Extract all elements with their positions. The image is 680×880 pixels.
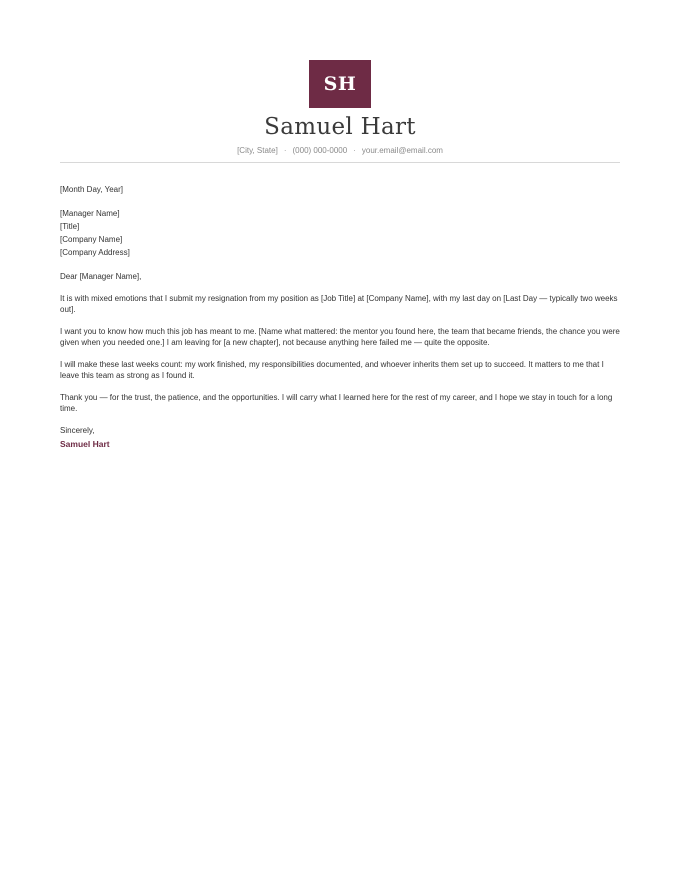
- header-divider: [60, 162, 620, 163]
- signature: Samuel Hart: [60, 439, 110, 449]
- recipient-company-name: [Company Name]: [60, 235, 123, 244]
- contact-separator: ·: [353, 146, 356, 155]
- contact-separator: ·: [283, 146, 287, 155]
- contact-phone: (000) 000-0000: [292, 146, 348, 155]
- recipient-company-address: [Company Address]: [60, 248, 130, 257]
- contact-location: [City, State]: [237, 146, 278, 155]
- closing: Sincerely,: [60, 426, 95, 435]
- letter-date: [Month Day, Year]: [60, 185, 123, 194]
- sender-name: Samuel Hart: [264, 114, 416, 140]
- paragraph-gratitude: I want you to know how much this job has meant to me. [Name what mattered: the mentor you found here, the team that became friends, the chance you were given when you needed one.] I am leaving for [a new chapter], not because anything here failed me — quite the opposite.: [60, 327, 620, 347]
- paragraph-thanks: Thank you — for the trust, the patience, and the opportunities. I will carry what I learned here for the rest of my career, and I hope we stay in touch for a long time.: [60, 393, 613, 413]
- salutation: Dear [Manager Name],: [60, 272, 142, 281]
- recipient-block: [60, 207, 620, 259]
- recipient-title: [Title]: [60, 222, 80, 231]
- recipient-manager-name: [Manager Name]: [60, 209, 120, 218]
- letter-body: [60, 184, 620, 450]
- contact-line: [0, 146, 680, 155]
- paragraph-resignation: It is with mixed emotions that I submit my resignation from my position as [Job Title] at [Company Name], with my last day on [Last Day — typically two weeks out].: [60, 294, 618, 314]
- paragraph-transition: I will make these last weeks count: my work finished, my responsibilities documented, and whoever inherits them set up to succeed. It matters to me that I leave this team as strong as I found it.: [60, 360, 604, 380]
- contact-email: your.email@email.com: [361, 146, 443, 155]
- monogram-text: SH: [323, 73, 357, 95]
- monogram-badge: [309, 60, 371, 108]
